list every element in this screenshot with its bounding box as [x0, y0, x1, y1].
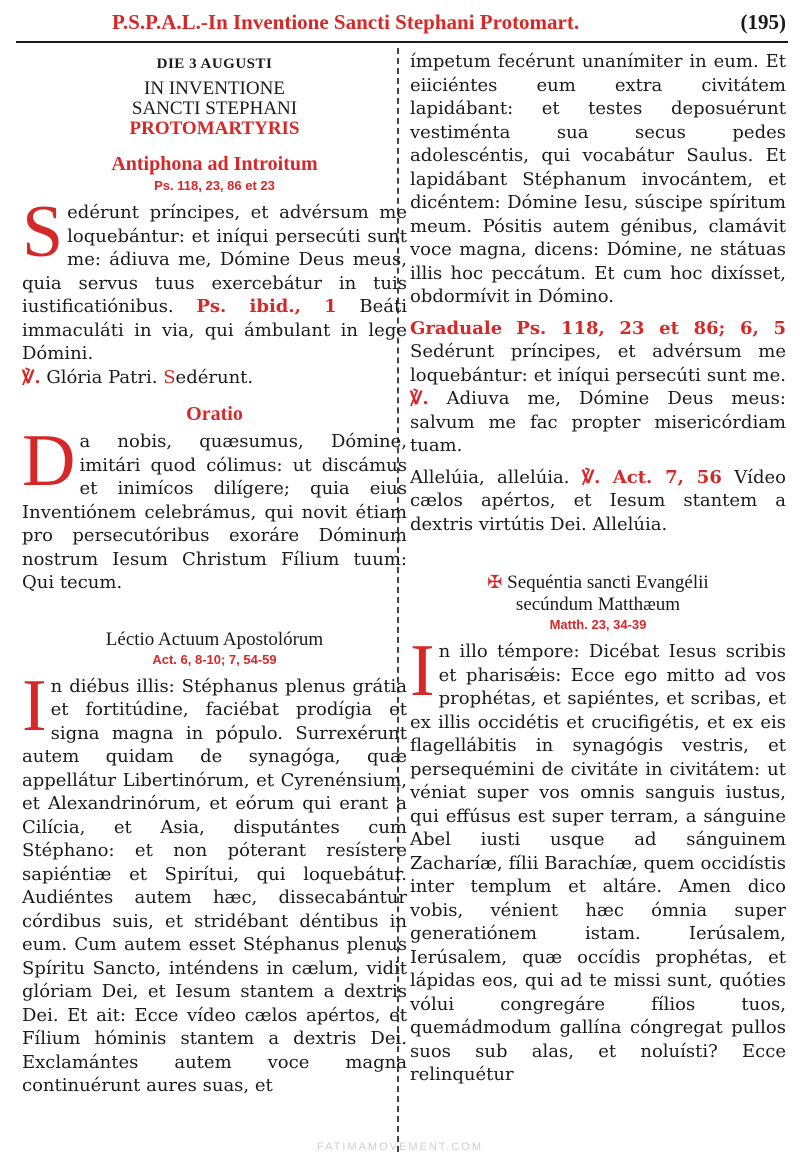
gospel-block	[410, 630, 786, 1087]
lectio-drop-cap: I	[22, 664, 47, 747]
alleluia-reference: Act. 7, 56	[612, 466, 722, 488]
graduale-reference: Ps. 118, 23 et 86; 6, 5	[516, 317, 786, 339]
header-rule	[16, 41, 788, 43]
gospel-text	[410, 630, 786, 1087]
feast-name	[22, 79, 407, 139]
lectio-heading: Léctio Actuum Apostolórum	[105, 628, 324, 650]
oratio-body: a nobis, quæsumus, Dómine, imitári quod cólimus: ut discámus et inimícos dilígere; quia eius Inventiónem celebrámus, qui novit étiam pro persecutóribus exoráre Dóminum nostrum Iesum Christum Fílium tuum: Qui tecum.	[22, 431, 407, 593]
gospel-title-line1: Sequéntia sancti Evangélii	[507, 572, 709, 593]
feast-date: DIE 3 AUGUSTI	[156, 56, 273, 72]
left-column	[22, 50, 407, 1098]
introit-psalm-ref: Ps. ibid., 1	[196, 296, 337, 317]
watermark: FATIMAMOVEMENT.COM	[317, 1141, 483, 1153]
gospel-title-line2: secúndum Matthæum	[515, 594, 681, 615]
lectio-body: n diébus illis: Stéphanus plenus grátia et fortitúdine, faciébat prodígia et signa magna in pópulo. Surrexérunt autem quidam de synagóga, quæ appellátur Libertinórum, et Cyrenénsium, et Alexandrinórum, et eórum qui erant a Cilícia, et Asia, disputántes cum Stéphano: et non póterant resístere sapiéntiæ et Spirítui, qui loquebátur. Audiéntes autem hæc, dissecabántur córdibus suis, et stridébant déntibus in eum. Cum autem esset Stéphanus plenus Spíritu Sancto, inténdens in cælum, vidit glóriam Dei, et Iesum stantem a dextris Dei. Et ait: Ecce vídeo cælos apértos, et Fílium hóminis stantem a dextris Dei. Exclamántes autem voce magna continuérunt aures suas, et	[22, 675, 407, 1096]
graduale-block	[410, 317, 786, 458]
lectio-text	[22, 664, 407, 1098]
lectio-continuation: ímpetum fecérunt unanímiter in eum. Et eiiciéntes eum extra civitátem lapidábant: et testes deposuérunt vestiménta sua secus pedes adolescéntis, qui vocabátur Saulus. Et lapidábant Stéphanum invocántem, et dicéntem: Dómine Iesu, súscipe spíritum meum. Pósitis autem génibus, clamávit voce magna, dicens: Dómine, ne státuas illis hoc peccátum. Et cum hoc dixísset, obdormívit in Dómino.	[410, 51, 786, 307]
oratio-drop-cap: D	[22, 420, 76, 502]
introit-block	[22, 191, 407, 389]
cross-icon: ✠	[487, 572, 503, 592]
gospel-reference: Matth. 23, 34-39	[549, 617, 647, 632]
graduale-text2: Adiuva me, Dómine Deus meus: salvum me fac propter misericórdiam tuam.	[410, 388, 786, 456]
gospel-body: n illo témpore: Dicébat Iesus scribis et pharisǽis: Ecce ego mitto ad vos prophétas, et sapiéntes, et scribas, et ex illis occidétis et crucifigétis, et ex eis flagellábitis in synagógis vestris, et persequémini de civitáte in civitátem: ut véniat super vos omnis sanguis iustus, qui effúsus est super terram, a sánguine Abel iusti usque ad sánguinem Zacharíæ, fílii Barachíæ, quem occidístis inter templum et altáre. Amen dico vobis, vénient hæc ómnia super generatiónem istam. Ierúsalem, Ierúsalem, quæ occídis prophétas, et lápidas eos, qui ad te missi sunt, quóties vólui congregáre fílios tuos, quemádmodum gallína cóngregat pullos suos sub alas, et noluísti? Ecce relinquétur	[410, 641, 786, 1085]
oratio-block	[22, 420, 407, 595]
page-number: (195)	[740, 10, 786, 34]
introit-heading: Antiphona ad Introitum	[111, 153, 318, 175]
introit-drop-cap: S	[22, 191, 64, 273]
introit-body: edérunt príncipes, et advérsum me loquebántur: et iníqui persecúti sunt me: ádiuva me, Dómine Deus meus, quia servus tuus exercebátur in tuis iustificatiónibus.	[22, 202, 407, 317]
alleluia-block	[410, 466, 786, 537]
oratio-text	[22, 420, 407, 595]
alleluia-text: Allelúia, allelúia.	[410, 466, 570, 488]
introit-repeat: edérunt.	[175, 366, 254, 388]
gospel-heading	[410, 572, 786, 616]
introit-repeat-initial: S	[163, 366, 176, 388]
running-title: P.S.P.A.L.-In Inventione Sancti Stephani Protomart.	[112, 10, 580, 34]
graduale-versicle: ℣.	[410, 388, 429, 409]
graduale-text: Sedérunt príncipes, et advérsum me loquebántur: et iníqui persecúti sunt me.	[410, 341, 786, 386]
introit-gloria: Glória Patri.	[46, 366, 158, 388]
lectio-reference: Act. 6, 8-10; 7, 54-59	[152, 651, 277, 667]
introit-reference: Ps. 118, 23, 86 et 23	[154, 178, 275, 193]
versicle-symbol: ℣.	[22, 366, 41, 388]
gospel-drop-cap: I	[410, 630, 435, 712]
feast-name-line1: IN INVENTIONE	[144, 78, 285, 99]
right-column	[410, 50, 786, 1087]
oratio-heading: Oratio	[186, 403, 243, 425]
introit-text	[22, 191, 407, 389]
alleluia-versicle: ℣.	[581, 466, 601, 488]
lectio-block	[22, 664, 407, 1098]
graduale-heading: Graduale	[410, 317, 503, 339]
page-header	[0, 0, 800, 44]
feast-name-line3: PROTOMARTYRIS	[129, 118, 300, 139]
introit-psalm-text: Beáti immaculáti in via, qui ámbulant in lege Dómini.	[22, 296, 407, 364]
alleluia-text2: Vídeo cælos apértos, et Iesum stantem a dextris virtútis Dei. Allelúia.	[410, 466, 786, 535]
feast-name-line2: SANCTI STEPHANI	[131, 98, 298, 119]
